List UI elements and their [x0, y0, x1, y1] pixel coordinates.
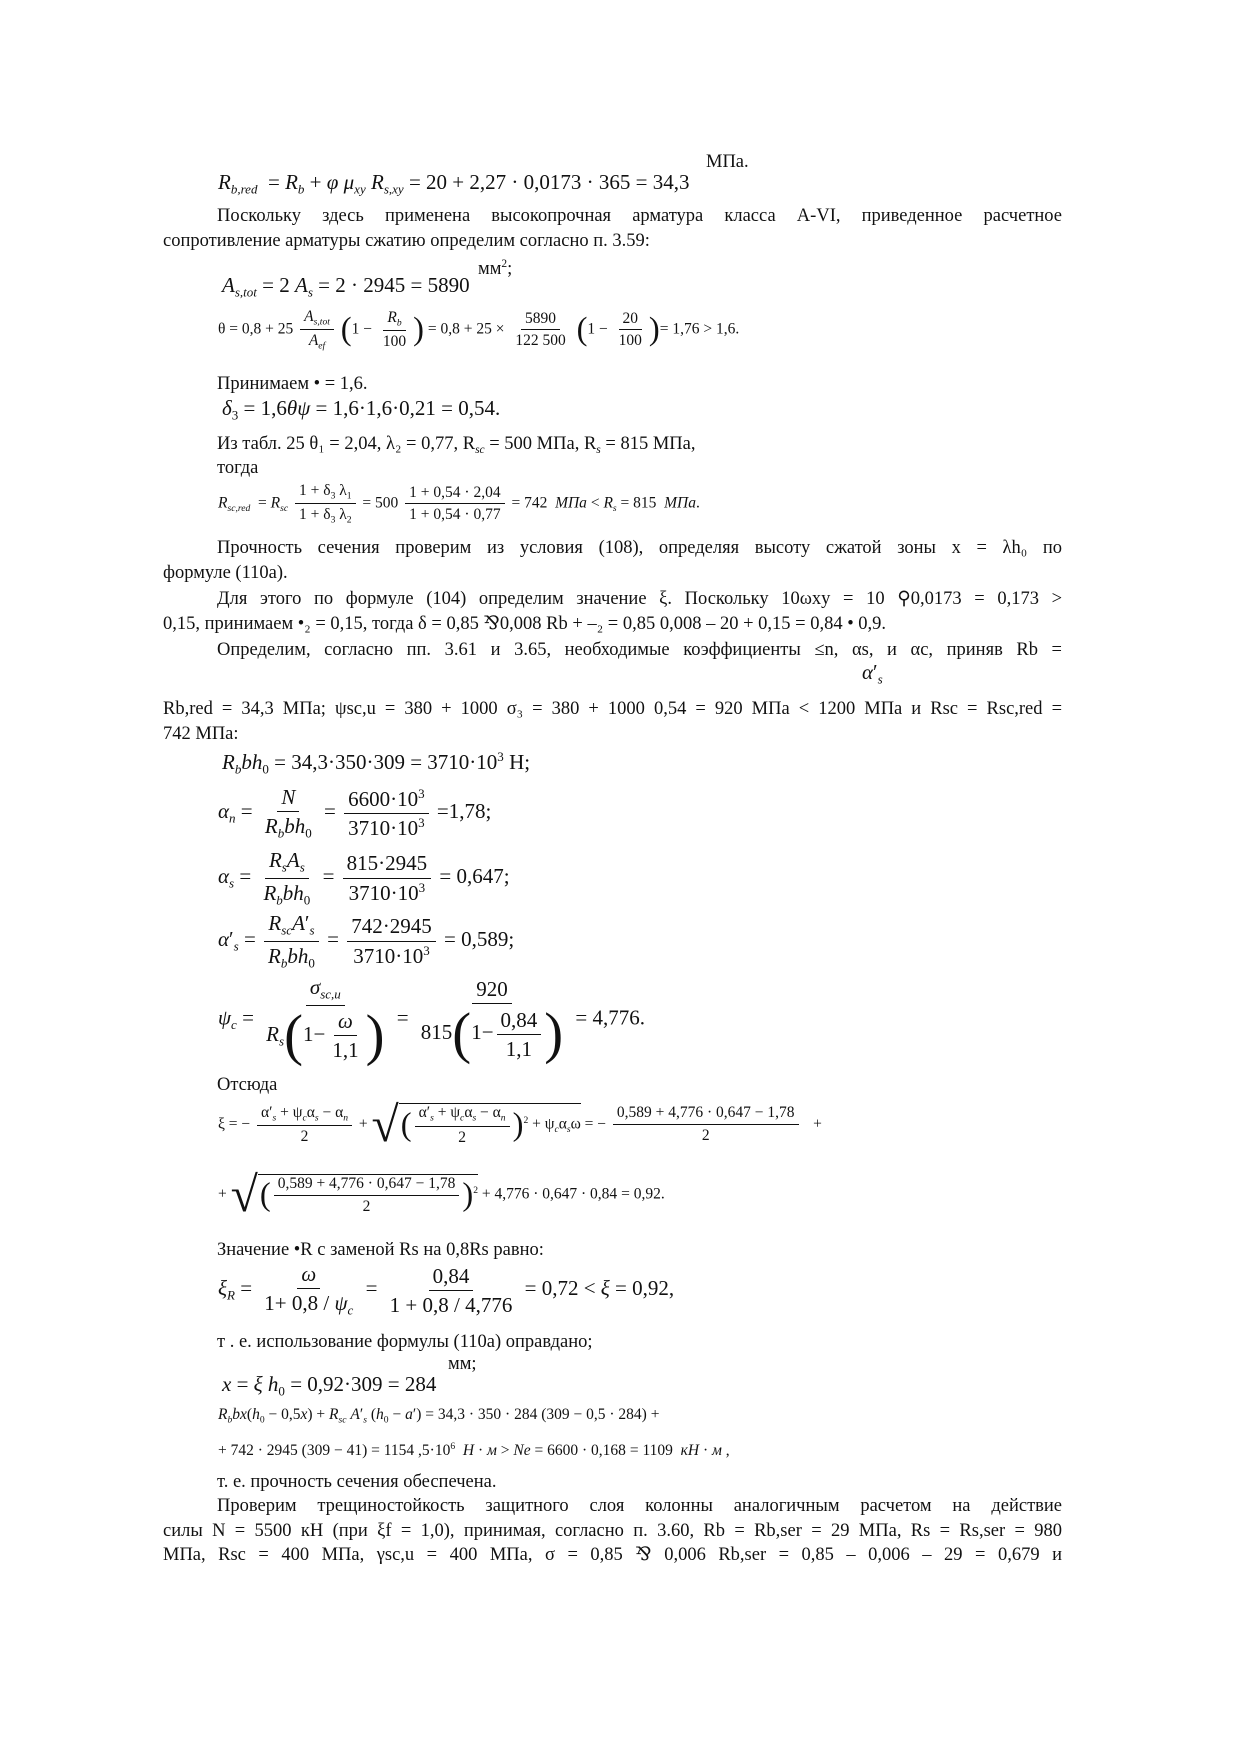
paragraph-coefficients-cont: Rb,red = 34,3 МПа; ψsc,u = 380 + 1000 σ₃ = 380 + 1000 0,54 = 920 МПа < 1200 МПа и Rsc = Rsc,red = 742 МПа: — [163, 699, 1062, 744]
paragraph-xi: Для этого по формуле (104) определим значение ξ. Поскольку 10ωxy = 10 ⚲0,0173 = 0,173 > 0,15, принимаем •₂ = 0,15, тогда δ = 0,85 ⅋0,008 Rb + –₂ = 0,85 0,008 – 20 + 0,15 = 0,84 • 0,9. — [163, 589, 1062, 634]
text-te-2: т. е. прочность сечения обеспечена. — [217, 1472, 497, 1492]
formula-delta3: $\delta_3 = 1,6\theta\psi = 1,6\cdot 1,6\cdot 0,21 = 0,54$. — [222, 396, 501, 423]
formula-psi-c: $\psi_c$ = $\sigma_{sc,u}$ $R_s(1-$ $\frac{\omega}{1,1}$ ) = 920 815(1− $\frac{0,84}{1,1}$ ) = 4,776. — [218, 975, 646, 1067]
unit-mm2: $мм^2$; — [478, 258, 513, 279]
formula-rbbh0: $R_bbh_0 = 34,3\cdot 350\cdot 309 = 3710\cdot 10^3$ Н; — [222, 749, 531, 777]
paragraph-coefficients: Определим, согласно пп. 3.61 и 3.65, необходимые коэффициенты ≤n, αs, и αc, приняв Rb = — [217, 640, 1062, 660]
paragraph-crack-resistance: Проверим трещиностойкость защитного слоя колонны аналогичным расчетом на действие силы N = 5500 кН (при ξf = 1,0), принимая, согласно п. 3.60, Rb = Rb,ser = 29 МПа, Rs = Rs,ser = 980 МПа, Rsc = 400 МПа, γsc,u = 400 МПа, σ = 0,85 ⅋ 0,006 Rb,ser = 0,85 – 0,006 – 29 = 0,679 и — [163, 1496, 1062, 1565]
formula-moment-line2: + 742 · 2945 (309 − 41) = 1154 $,5\cdot 10^6$ Н · м > Ne = 6600 · 0,168 = 1109 кН · м , — [218, 1441, 730, 1459]
paragraph-reinforcement: Поскольку здесь применена высокопрочная арматура класса А-VI, приведенное расчетное сопротивление арматуры сжатию определим согласно п. 3.59: — [163, 206, 1062, 251]
formula-xi-r: $\xi_R$ = $\frac{\omega}{1+ 0,8 / \psi_c}$ = $\frac{0,84}{1 + 0,8 / 4,776}$ = 0,72 < ξ = 0,92, — [218, 1262, 675, 1318]
formula-theta: θ = 0,8 + 25 $\frac{A_{s,tot}}{A_{ef}}$ (1 − $\frac{R_b}{100}$ ) = 0,8 + 25 × $\frac{5890}{122 500}$ (1 − $\frac{20}{100}$ )= 1,76 > 1,6. — [218, 308, 740, 352]
formula-moment-line1: $R_bbx(h_0 - 0,5x) + R_{sc}$ $A'_s$ $(h_0 - a') = 34,3 \cdot 350 \cdot 284$ (309 − 0,5 · 284) + — [218, 1406, 660, 1426]
formula-xi-line2: + √ ( $\frac{0,589 + 4,776 \cdot 0,647 - 1,78}{2}$ )$^2$ + 4,776 · 0,647 · 0,84 = 0,92. — [218, 1167, 665, 1222]
unit-mm: мм; — [448, 1354, 477, 1374]
formula-alpha-s-prime: $\alpha'_s$ = $\frac{R_{sc}A'_s}{R_bbh_0}$ = $\frac{742\cdot 2945}{3710\cdot 10^3}$ = 0,589; — [218, 911, 515, 971]
text-otsyuda: Отсюда — [217, 1075, 278, 1095]
paragraph-strength-check: Прочность сечения проверим из условия (108), определяя высоту сжатой зоны x = λh₀ по формуле (110а). — [163, 538, 1062, 583]
formula-xi-line1: ξ = − $\frac{\alpha'_s + \psi_c\alpha_s - \alpha_n}{2}$ + √ ( $\frac{\alpha'_s + \psi_c\alpha_s - \alpha_n}{2}$ )$^2 + \psi_c\alpha_s\omega$ = − $\frac{0,589 + 4,776 \cdot 0,647 - 1,78}{2}$ + — [218, 1097, 822, 1152]
text-znachenie: Значение •R с заменой Rs на 0,8Rs равно: — [217, 1240, 544, 1260]
formula-x: x = ξ $h_0 = 0,92\cdot 309 = 284$ — [222, 1372, 437, 1399]
symbol-alpha-s-prime: $\alpha'_s$ — [862, 660, 883, 687]
formula-as-tot: $A_{s,tot} = 2$ $A_s = 2 \cdot 2945 = 5890$ — [222, 273, 470, 300]
formula-alpha-s: $\alpha_s$ = $\frac{R_sA_s}{R_bbh_0}$ = $\frac{815\cdot 2945}{3710\cdot 10^3}$ = 0,647; — [218, 848, 510, 908]
formula-rb-red: $R_{b,red} = R_b + \varphi$ $\mu_{xy}$ $R_{s,xy} = 20 + 2,27 \cdot 0,0173 \cdot 365 = 34,3$ — [218, 170, 690, 197]
text-te-1: т . е. использование формулы (110а) оправдано; — [217, 1332, 593, 1352]
unit-mpa: МПа. — [706, 152, 749, 172]
formula-rsc-red: $R_{sc,red} = R_{sc}$ $\frac{1 + \delta_3 \lambda_1}{1 + \delta_3 \lambda_2}$ = 500 $\frac{1 + 0,54 \cdot 2,04}{1 + 0,54 \cdot 0,77}$ = 742 МПа < $R_s = 815$ МПа. — [218, 482, 700, 526]
text-iz-tabl: Из табл. 25 θ₁ = 2,04, λ₂ = 0,77, $R_{sc} = 500$ МПа, $R_s = 815$ МПа, — [217, 434, 696, 456]
text-togda: тогда — [217, 458, 259, 478]
formula-alpha-n: $\alpha_n$ = $\frac{N}{R_bbh_0}$ = $\frac{6600\cdot 10^3}{3710\cdot 10^3}$ =1,78; — [218, 785, 492, 841]
text-prinimaem: Принимаем • = 1,6. — [217, 374, 368, 394]
